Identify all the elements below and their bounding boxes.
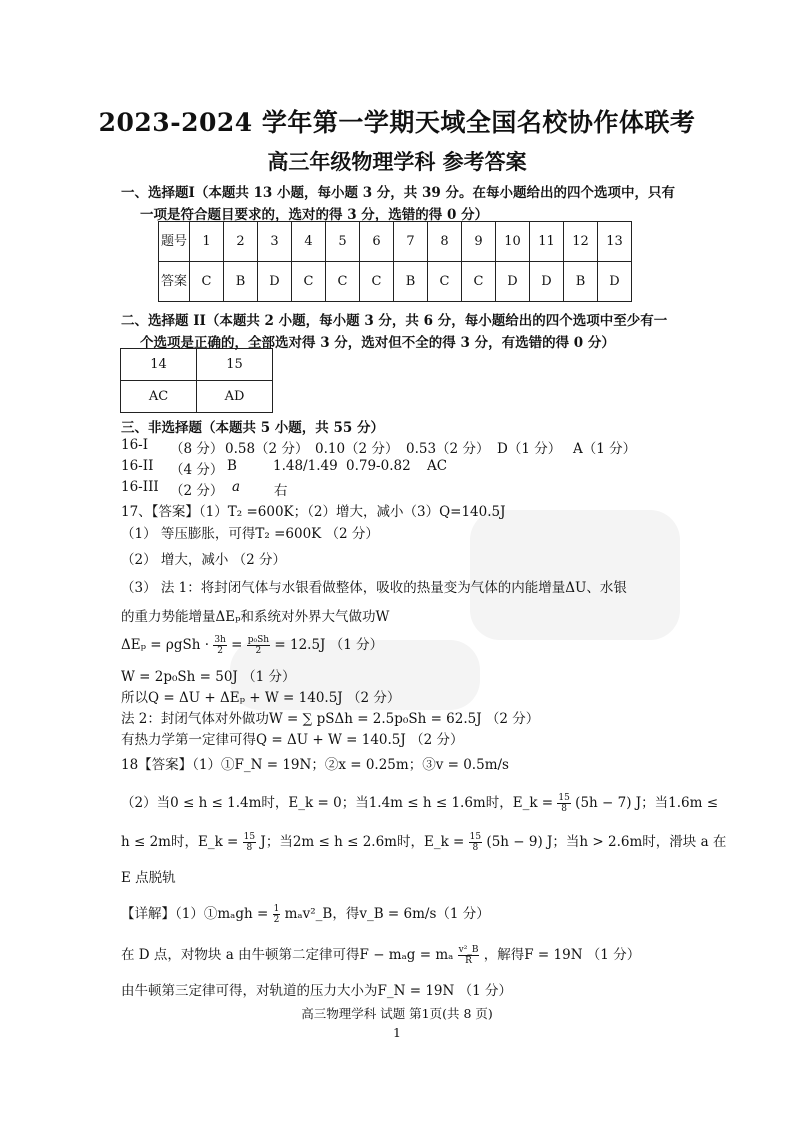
q17-part3-line2: 的重力势能增量ΔEₚ和系统对外界大气做功W — [121, 609, 390, 625]
fraction-numerator: 15 — [558, 793, 570, 803]
equation-text: J；当2m ≤ h ≤ 2.6m时，E_k = — [260, 834, 465, 850]
fraction-denominator: 2 — [255, 646, 262, 656]
answer-cell: C — [326, 262, 360, 302]
section1-heading-line1: 一、选择题I（本题共 13 小题，每小题 3 分，共 39 分。在每小题给出的四个选项中，只有 — [121, 185, 675, 201]
question-number: 15 — [197, 349, 273, 381]
fraction — [469, 832, 482, 853]
q17-equation1 — [121, 633, 383, 656]
fraction-numerator: 3h — [214, 635, 226, 645]
scan-smudge — [470, 510, 680, 640]
answer-cell: C — [360, 262, 394, 302]
answer-cell: D — [530, 262, 564, 302]
fraction-numerator: p₀Sh — [247, 635, 270, 645]
q17-method2-line1: 法 2：封闭气体对外做功W = ∑ pSΔh = 2.5p₀Sh = 62.5J （2 分） — [121, 711, 540, 727]
question-number: 13 — [598, 222, 632, 262]
q17-equation3: 所以Q = ΔU + ΔEₚ + W = 140.5J （2 分） — [121, 690, 401, 706]
row-header-questions: 题号 — [159, 222, 190, 262]
q18-part2-line2 — [121, 830, 726, 853]
fraction-numerator: 15 — [243, 832, 256, 842]
equation-text: h ≤ 2m时，E_k = — [121, 834, 239, 850]
answer-cell: B — [394, 262, 428, 302]
page-number: 1 — [393, 1025, 401, 1040]
fraction — [213, 635, 227, 656]
table-row-questions — [121, 349, 273, 381]
answer-cell: C — [462, 262, 496, 302]
section3-heading: 三、非选择题（本题共 5 小题，共 55 分） — [121, 420, 384, 436]
q16-3-part: a — [232, 479, 241, 495]
equation-text: 【详解】（1）①mₐgh = — [121, 906, 269, 922]
q17-part1: （1） 等压膨胀，可得T₂ =600K （2 分） — [121, 526, 379, 542]
section2-heading-line1: 二、选择题 II（本题共 2 小题，每小题 3 分，共 6 分，每小题给出的四个选项中至少有一 — [121, 313, 668, 329]
question-number: 6 — [360, 222, 394, 262]
question-number: 1 — [190, 222, 224, 262]
equation-text: (5h − 7) J；当1.6m ≤ — [575, 795, 719, 811]
q16-2-label: 16-II — [121, 458, 154, 474]
question-number: 8 — [428, 222, 462, 262]
q16-1-part: 0.53（2 分） — [406, 441, 490, 457]
table-row-answers — [159, 262, 632, 302]
q16-1-part: D（1 分） — [497, 441, 562, 457]
q16-2-part: 1.48/1.49 — [273, 458, 338, 474]
q18-detail-line2 — [121, 943, 640, 966]
q16-3-label: 16-III — [121, 479, 159, 495]
q16-3-part: 右 — [274, 483, 288, 499]
fraction-denominator: 2 — [217, 646, 223, 656]
page-footer: 高三物理学科 试题 第1页(共 8 页) — [301, 1006, 493, 1021]
fraction-denominator: 8 — [246, 843, 253, 853]
question-number: 14 — [121, 349, 197, 381]
q18-part2-line1 — [121, 791, 718, 814]
table-row-answers — [121, 381, 273, 413]
q16-1-score: （8 分） — [170, 441, 224, 457]
q18-answer: 18【答案】（1）①F_N = 19N；②x = 0.25m；③v = 0.5m/s — [121, 757, 509, 773]
q18-part2-line3: E 点脱轨 — [121, 870, 176, 886]
q16-1-label: 16-I — [121, 437, 149, 453]
row-header-answers: 答案 — [159, 262, 190, 302]
equation-text: ΔEₚ = ρgSh · — [121, 637, 210, 653]
answer-cell: D — [258, 262, 292, 302]
fraction-denominator: R — [465, 956, 472, 966]
q17-method2-line2: 有热力学第一定律可得Q = ΔU + W = 140.5J （2 分） — [121, 732, 464, 748]
q18-detail-line3: 由牛顿第三定律可得，对轨道的压力大小为F_N = 19N （1 分） — [121, 983, 512, 999]
q16-1-part: A（1 分） — [573, 441, 637, 457]
section2-heading-line2: 个选项是正确的，全部选对得 3 分，选对但不全的得 3 分，有选错的得 0 分） — [140, 335, 615, 351]
question-number: 12 — [564, 222, 598, 262]
q16-2-score: （4 分） — [170, 462, 224, 478]
equation-text: （2）当0 ≤ h ≤ 1.4m时，E_k = 0；当1.4m ≤ h ≤ 1.6m时，E_k = — [121, 795, 554, 811]
equation-text: ，解得F = 19N （1 分） — [483, 947, 641, 963]
q18-detail-line1 — [121, 902, 490, 925]
fraction — [557, 793, 570, 814]
question-number: 9 — [462, 222, 496, 262]
answer-cell: B — [224, 262, 258, 302]
question-number: 3 — [258, 222, 292, 262]
fraction-denominator: 8 — [561, 804, 568, 814]
q16-1-part: 0.10（2 分） — [315, 441, 399, 457]
answer-cell: C — [428, 262, 462, 302]
q16-2-part: 0.79-0.82 — [346, 458, 411, 474]
fraction — [243, 832, 256, 853]
question-number: 5 — [326, 222, 360, 262]
answer-cell: D — [598, 262, 632, 302]
question-number: 2 — [224, 222, 258, 262]
question-number: 4 — [292, 222, 326, 262]
equation-text: = — [231, 637, 247, 653]
q16-3-score: （2 分） — [170, 483, 224, 499]
fraction — [247, 635, 270, 656]
answer-cell: B — [564, 262, 598, 302]
answer-cell: C — [292, 262, 326, 302]
fraction-numerator: 1 — [273, 904, 280, 914]
answer-cell: C — [190, 262, 224, 302]
section2-answer-table — [120, 348, 273, 413]
q16-2-part: B — [227, 458, 237, 474]
fraction-numerator: v²_B — [458, 945, 479, 955]
answer-cell: AD — [197, 381, 273, 413]
page-title: 2023-2024 学年第一学期天域全国名校协作体联考 — [98, 108, 696, 137]
equation-text: 在 D 点，对物块 a 由牛顿第二定律可得F − mₐg = mₐ — [121, 947, 454, 963]
table-row-questions — [159, 222, 632, 262]
section1-heading-line2: 一项是符合题目要求的，选对的得 3 分，选错的得 0 分） — [140, 207, 489, 223]
q16-2-part: AC — [427, 458, 448, 474]
question-number: 7 — [394, 222, 428, 262]
question-number: 10 — [496, 222, 530, 262]
answer-cell: D — [496, 262, 530, 302]
question-number: 11 — [530, 222, 564, 262]
q17-answer: 17、【答案】（1）T₂ =600K；（2）增大，减小（3）Q=140.5J — [121, 504, 506, 520]
q16-1-part: 0.58（2 分） — [225, 441, 309, 457]
q17-part3-line1: （3） 法 1：将封闭气体与水银看做整体，吸收的热量变为气体的内能增量ΔU、水银 — [121, 580, 627, 596]
equation-text: mₐv²_B，得v_B = 6m/s（1 分） — [284, 906, 490, 922]
fraction — [273, 904, 281, 925]
fraction — [458, 945, 480, 966]
fraction-numerator: 15 — [469, 832, 482, 842]
q17-equation2: W = 2p₀Sh = 50J （1 分） — [121, 669, 296, 685]
equation-text: (5h − 9) J；当h > 2.6m时，滑块 a 在 — [486, 834, 727, 850]
equation-text: = 12.5J （1 分） — [274, 637, 384, 653]
fraction-denominator: 2 — [273, 915, 280, 925]
section1-answer-table — [158, 221, 632, 302]
q17-part2: （2） 增大，减小 （2 分） — [121, 552, 287, 568]
page-subtitle: 高三年级物理学科 参考答案 — [267, 149, 527, 174]
fraction-denominator: 8 — [472, 843, 479, 853]
answer-cell: AC — [121, 381, 197, 413]
